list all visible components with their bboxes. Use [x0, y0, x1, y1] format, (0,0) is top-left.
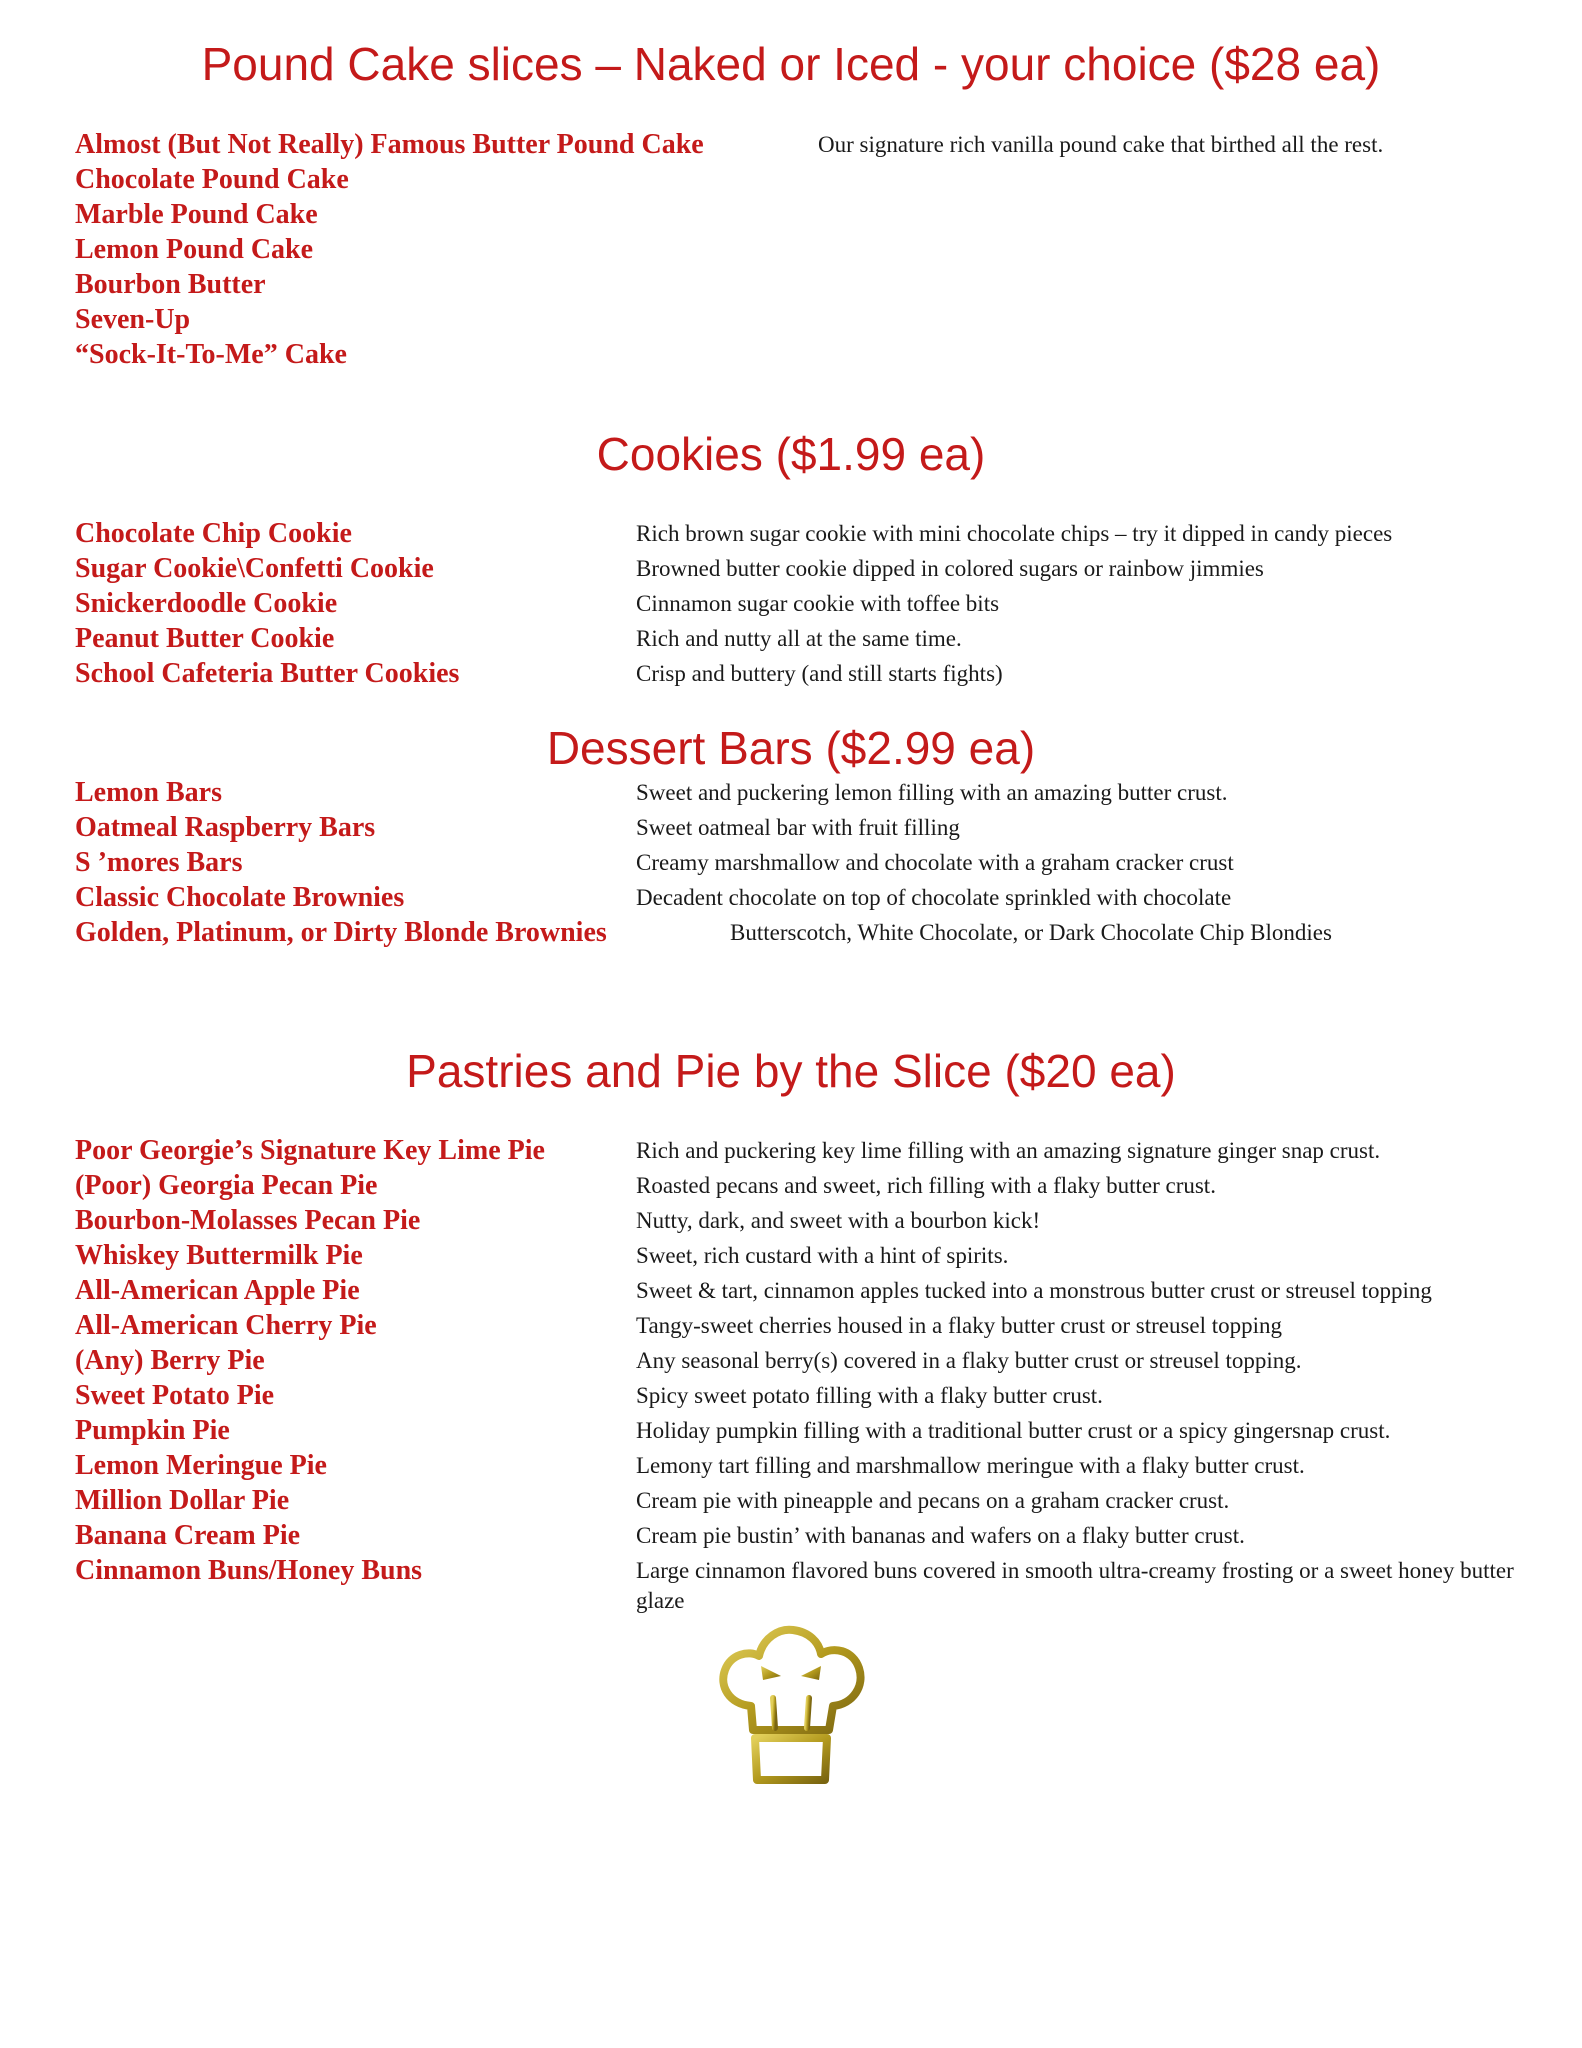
menu-item [0, 845, 1582, 880]
menu-item [0, 775, 1582, 810]
menu-item [0, 197, 1582, 232]
item-name: Cinnamon Buns/Honey Buns [75, 1555, 423, 1586]
item-name: Banana Cream Pie [75, 1520, 301, 1551]
item-name: All-American Cherry Pie [75, 1310, 377, 1341]
item-description: Butterscotch, White Chocolate, or Dark Chocolate Chip Blondies [730, 920, 1332, 945]
item-name: “Sock-It-To-Me” Cake [75, 339, 347, 370]
item-name: Bourbon Butter [75, 269, 266, 300]
menu-item [0, 1238, 1582, 1273]
menu-item [0, 1378, 1582, 1413]
menu-item [0, 1553, 1582, 1613]
item-description: Large cinnamon flavored buns covered in smooth ultra-creamy frosting or a sweet honey butter glaze [636, 1558, 1514, 1613]
item-description: Tangy-sweet cherries housed in a flaky butter crust or streusel topping [636, 1313, 1283, 1338]
item-description: Our signature rich vanilla pound cake that birthed all the rest. [818, 132, 1384, 157]
item-description: Rich brown sugar cookie with mini chocolate chips – try it dipped in candy pieces [636, 521, 1393, 546]
menu-item [0, 127, 1582, 162]
item-name: Lemon Meringue Pie [75, 1450, 327, 1481]
menu-item [0, 1168, 1582, 1203]
item-description: Rich and nutty all at the same time. [636, 626, 962, 651]
item-name: Chocolate Pound Cake [75, 164, 349, 195]
menu-item [0, 810, 1582, 845]
menu-item [0, 915, 1582, 950]
menu-item [0, 880, 1582, 915]
menu-item [0, 1518, 1582, 1553]
item-description: Sweet and puckering lemon filling with an amazing butter crust. [636, 780, 1228, 805]
dessert-bars-heading: Dessert Bars ($2.99 ea) [546, 722, 1036, 774]
item-name: Classic Chocolate Brownies [75, 882, 405, 913]
item-name: Sugar Cookie\Confetti Cookie [75, 553, 434, 584]
item-name: Poor Georgie’s Signature Key Lime Pie [75, 1135, 545, 1166]
item-name: Marble Pound Cake [75, 199, 318, 230]
menu-item [0, 1483, 1582, 1518]
item-description: Nutty, dark, and sweet with a bourbon kick! [636, 1208, 1041, 1233]
item-description: Roasted pecans and sweet, rich filling with a flaky butter crust. [636, 1173, 1216, 1198]
menu-item [0, 621, 1582, 656]
menu-item [0, 1448, 1582, 1483]
item-name: Snickerdoodle Cookie [75, 588, 338, 619]
item-name: Chocolate Chip Cookie [75, 518, 352, 549]
item-name: Whiskey Buttermilk Pie [75, 1240, 363, 1271]
item-description: Lemony tart filling and marshmallow meringue with a flaky butter crust. [636, 1453, 1305, 1478]
item-name: Golden, Platinum, or Dirty Blonde Brownies [75, 917, 607, 948]
menu-item [0, 656, 1582, 691]
item-name: All-American Apple Pie [75, 1275, 360, 1306]
item-description: Cream pie bustin’ with bananas and wafers on a flaky butter crust. [636, 1523, 1245, 1548]
menu-item [0, 1343, 1582, 1378]
item-name: Bourbon-Molasses Pecan Pie [75, 1205, 421, 1236]
item-name: Peanut Butter Cookie [75, 623, 335, 654]
item-description: Browned butter cookie dipped in colored sugars or rainbow jimmies [636, 556, 1264, 581]
menu-item [0, 1203, 1582, 1238]
item-name: Seven-Up [75, 304, 191, 335]
item-name: Sweet Potato Pie [75, 1380, 275, 1411]
item-description: Sweet, rich custard with a hint of spirits. [636, 1243, 1009, 1268]
pastries-pie-heading: Pastries and Pie by the Slice ($20 ea) [406, 1045, 1176, 1097]
menu-item [0, 551, 1582, 586]
item-description: Sweet & tart, cinnamon apples tucked into a monstrous butter crust or streusel topping [636, 1278, 1432, 1303]
menu-item [0, 337, 1582, 372]
item-description: Cinnamon sugar cookie with toffee bits [636, 591, 1000, 616]
item-name: Pumpkin Pie [75, 1415, 230, 1446]
item-description: Spicy sweet potato filling with a flaky butter crust. [636, 1383, 1103, 1408]
item-name: Almost (But Not Really) Famous Butter Pound Cake [75, 129, 704, 160]
menu-item [0, 267, 1582, 302]
item-name: Million Dollar Pie [75, 1485, 290, 1516]
item-description: Decadent chocolate on top of chocolate sprinkled with chocolate [636, 885, 1232, 910]
item-description: Crisp and buttery (and still starts fights) [636, 661, 1003, 686]
menu-item [0, 1133, 1582, 1168]
item-description: Holiday pumpkin filling with a traditional butter crust or a spicy gingersnap crust. [636, 1418, 1391, 1443]
menu-item [0, 302, 1582, 337]
chef-hat-icon [715, 1620, 865, 1788]
item-description: Creamy marshmallow and chocolate with a graham cracker crust [636, 850, 1234, 875]
pound-cake-heading: Pound Cake slices – Naked or Iced - your choice ($28 ea) [201, 38, 1381, 90]
menu-item [0, 1273, 1582, 1308]
item-name: Lemon Bars [75, 777, 222, 808]
item-name: S ’mores Bars [75, 847, 243, 878]
menu-item [0, 232, 1582, 267]
item-name: School Cafeteria Butter Cookies [75, 658, 460, 689]
menu-item [0, 516, 1582, 551]
menu-item [0, 586, 1582, 621]
menu-item [0, 1413, 1582, 1448]
item-name: (Poor) Georgia Pecan Pie [75, 1170, 378, 1201]
menu-item [0, 162, 1582, 197]
item-description: Sweet oatmeal bar with fruit filling [636, 815, 960, 840]
menu-item [0, 1308, 1582, 1343]
item-description: Cream pie with pineapple and pecans on a graham cracker crust. [636, 1488, 1230, 1513]
item-name: (Any) Berry Pie [75, 1345, 265, 1376]
item-name: Lemon Pound Cake [75, 234, 314, 265]
cookies-heading: Cookies ($1.99 ea) [596, 428, 986, 480]
item-description: Any seasonal berry(s) covered in a flaky butter crust or streusel topping. [636, 1348, 1302, 1373]
item-name: Oatmeal Raspberry Bars [75, 812, 376, 843]
item-description: Rich and puckering key lime filling with an amazing signature ginger snap crust. [636, 1138, 1381, 1163]
